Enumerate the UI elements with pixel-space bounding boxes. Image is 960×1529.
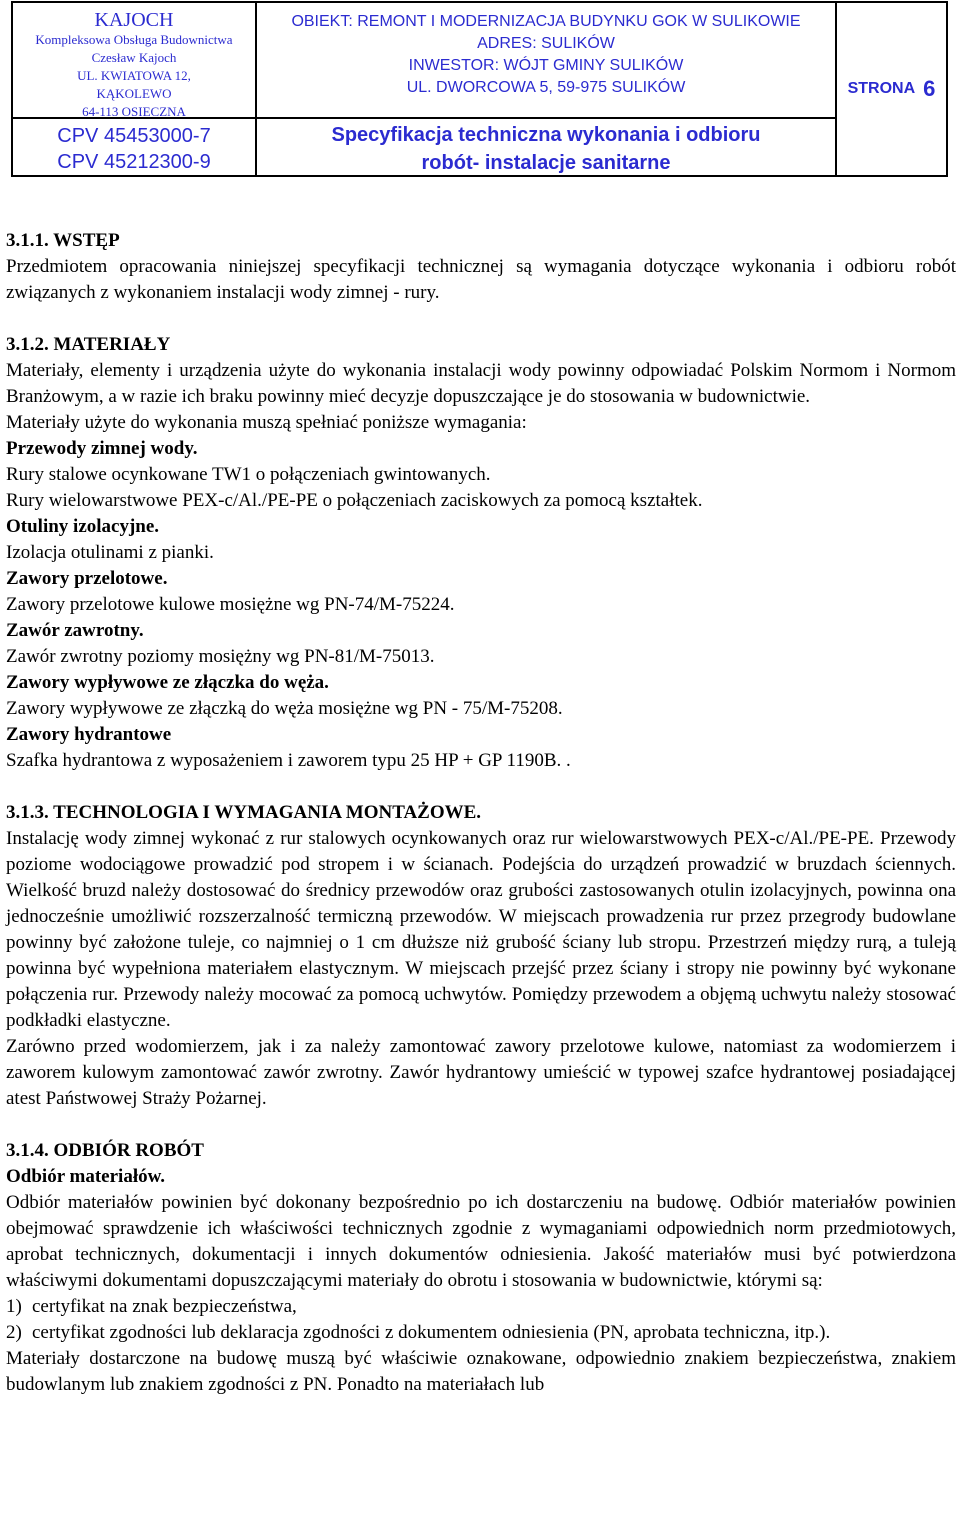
- section-heading: 3.1.4. ODBIÓR ROBÓT: [6, 1140, 204, 1161]
- paragraph: Materiały użyte do wykonania muszą spełniać poniższe wymagania:: [6, 412, 527, 433]
- material-title: Zawory przelotowe.: [6, 568, 168, 589]
- object-line: UL. DWORCOWA 5, 59-975 SULIKÓW: [406, 79, 686, 96]
- page-number: 6: [923, 76, 936, 101]
- material-title: Zawór zawrotny.: [6, 620, 144, 641]
- object-info: [257, 3, 835, 117]
- object-line: INWESTOR: WÓJT GMINY SULIKÓW: [408, 57, 684, 74]
- paragraph: Materiały dostarczone na budowę muszą być właściwie oznakowane, odpowiednio znakiem bezpieczeństwa, znakiem budowlanym lub znakiem zgodności z PN. Ponadto na materiałach lub: [6, 1348, 956, 1395]
- spec-title-line: robót- instalacje sanitarne: [421, 152, 671, 174]
- list-number: 2): [6, 1322, 22, 1343]
- cpv-codes: [13, 119, 255, 177]
- paragraph: Przedmiotem opracowania niniejszej specyfikacji technicznej są wymagania dotyczące wykonania i odbioru robót związanych z wykonaniem instalacji wody zimnej - rury.: [6, 256, 956, 303]
- paragraph: Instalację wody zimnej wykonać z rur stalowych ocynkowanych oraz rur wielowarstwowych PEX-c/Al./PE-PE. Przewody poziome wodociągowe prowadzić pod stropem i w ścianach. Podejścia do urządzeń prowadzić w bruzdach ściennych. Wielkość bruzd należy dostosować do średnicy przewodów oraz grubości zastosowanych otulin izolacyjnych, powinna ona jednocześnie umożliwić rozszerzalność termiczną przewodów. W miejscach prowadzenia rur przez przegrody budowlane powinny być założone tuleje, co najmniej o 1 cm dłuższe niż grubość ściany lub stropu. Przestrzeń między rurą, a tuleją powinna być wypełniona materiałem elastycznym. W miejscach przejść przez ściany i stropy nie powinny być wykonane połączenia rur. Przewody należy mocować za pomocą uchwytów. Pomiędzy przewodem a objęmą uchwytu należy stosować podkładki elastyczne.: [6, 828, 956, 1031]
- paragraph: Zarówno przed wodomierzem, jak i za należy zamontować zawory przelotowe kulowe, natomiast za wodomierzem i zaworem kulowym zamontować zawór zwrotny. Zawór hydrantowy umieścić w typowej szafce hydrantowej posiadającej atest Państwowej Straży Pożarnej.: [6, 1036, 956, 1109]
- company-line: Kompleksowa Obsługa Budownictwa: [35, 32, 233, 47]
- section-heading: 3.1.3. TECHNOLOGIA I WYMAGANIA MONTAŻOWE.: [6, 802, 482, 823]
- material-title: Przewody zimnej wody.: [6, 438, 198, 459]
- cpv-code: CPV 45212300-9: [57, 151, 211, 173]
- page-indicator: [837, 3, 946, 175]
- material-line: Rury wielowarstwowe PEX-c/Al./PE-PE o połączeniach zaciskowych za pomocą kształtek.: [6, 490, 703, 511]
- page-label: STRONA: [847, 80, 916, 97]
- list-item: [6, 1294, 956, 1320]
- material-title: Zawory wypływowe ze złączka do węża.: [6, 672, 329, 693]
- material-line: Rury stalowe ocynkowane TW1 o połączeniach gwintowanych.: [6, 464, 491, 485]
- spec-title: [257, 119, 835, 177]
- material-line: Szafka hydrantowa z wyposażeniem i zaworem typu 25 HP + GP 1190B. .: [6, 750, 571, 771]
- object-line: OBIEKT: REMONT I MODERNIZACJA BUDYNKU GOK W SULIKOWIE: [291, 13, 801, 30]
- spec-title-line: Specyfikacja techniczna wykonania i odbioru: [331, 124, 761, 146]
- material-line: Zawory wypływowe ze złączką do węża mosiężne wg PN - 75/M-75208.: [6, 698, 563, 719]
- cpv-code: CPV 45453000-7: [57, 125, 211, 147]
- paragraph: Materiały, elementy i urządzenia użyte do wykonania instalacji wody powinny odpowiadać Polskim Normom i Normom Branżowym, a w razie ich braku powinny mieć decyzje dopuszczające je do stosowania w budownictwie.: [6, 360, 956, 407]
- company-name: KAJOCH: [94, 9, 174, 31]
- document-body: [6, 228, 956, 1398]
- material-line: Zawór zwrotny poziomy mosiężny wg PN-81/M-75013.: [6, 646, 435, 667]
- material-title: Zawory hydrantowe: [6, 724, 172, 745]
- section-heading: 3.1.2. MATERIAŁY: [6, 334, 171, 355]
- company-line: KĄKOLEWO: [96, 86, 172, 101]
- company-line: 64-113 OSIECZNA: [82, 104, 186, 119]
- list-text: certyfikat zgodności lub deklaracja zgodności z dokumentem odniesienia (PN, aprobata techniczna, itp.).: [32, 1322, 831, 1343]
- company-info: [13, 3, 255, 117]
- list-text: certyfikat na znak bezpieczeństwa,: [32, 1296, 297, 1317]
- material-line: Izolacja otulinami z pianki.: [6, 542, 214, 563]
- list-item: [6, 1320, 956, 1346]
- document-header: [11, 1, 948, 177]
- subsection-heading: Odbiór materiałów.: [6, 1166, 166, 1187]
- paragraph: Odbiór materiałów powinien być dokonany bezpośrednio po ich dostarczeniu na budowę. Odbiór materiałów powinien obejmować sprawdzenie ich właściwości technicznych zgodnie z wymaganiami odpowiednich norm przedmiotowych, aprobat technicznych, dokumentacji i innych dokumentów odniesienia. Jakość materiałów musi być potwierdzona właściwymi dokumentami dopuszczającymi materiały do obrotu i stosowania w budownictwie, którymi są:: [6, 1192, 956, 1291]
- list-number: 1): [6, 1296, 22, 1317]
- company-line: UL. KWIATOWA 12,: [77, 68, 191, 83]
- material-title: Otuliny izolacyjne.: [6, 516, 160, 537]
- object-line: ADRES: SULIKÓW: [477, 35, 615, 52]
- material-line: Zawory przelotowe kulowe mosiężne wg PN-74/M-75224.: [6, 594, 455, 615]
- company-line: Czesław Kajoch: [91, 50, 177, 65]
- section-heading: 3.1.1. WSTĘP: [6, 230, 120, 251]
